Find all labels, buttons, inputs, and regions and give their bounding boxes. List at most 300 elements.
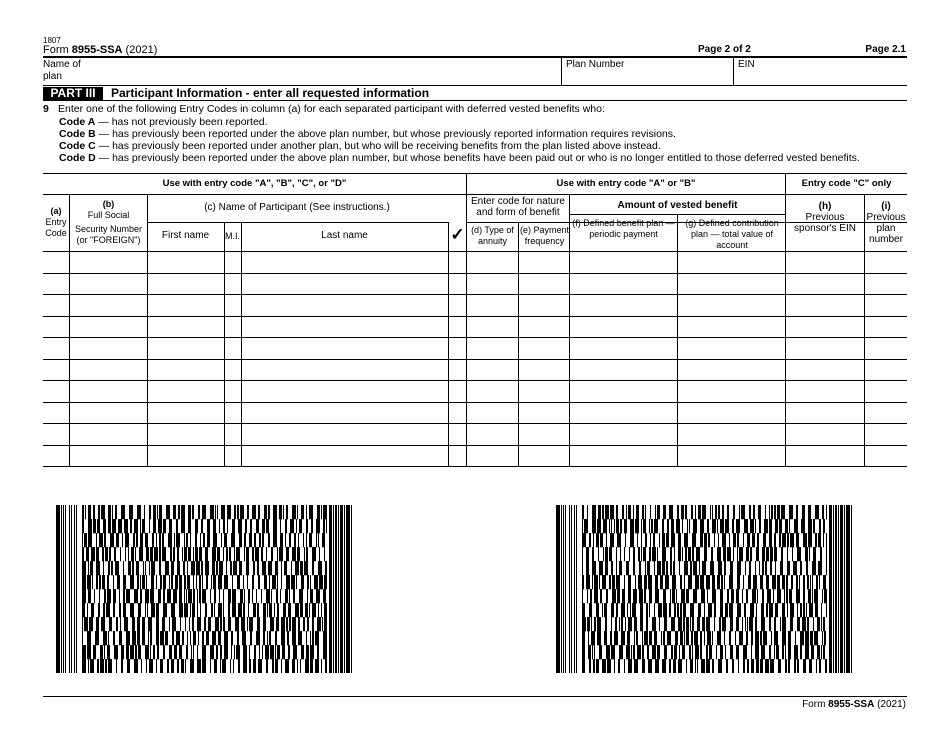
table-cell[interactable] (570, 295, 677, 316)
table-cell[interactable] (678, 360, 785, 381)
barcode-module (690, 561, 692, 575)
barcode-module (702, 617, 705, 631)
barcode-module (816, 575, 818, 589)
table-cell[interactable] (467, 338, 518, 359)
table-cell[interactable] (44, 381, 69, 402)
barcode-module (292, 631, 296, 645)
barcode-module (604, 631, 607, 645)
barcode-module (206, 631, 209, 645)
name-of-plan-field[interactable] (84, 58, 561, 84)
table-cell[interactable] (519, 274, 569, 295)
table-cell[interactable] (678, 274, 785, 295)
barcode-module (202, 575, 203, 589)
barcode-module (204, 617, 206, 631)
barcode-module (195, 533, 197, 547)
barcode-module (747, 617, 748, 631)
barcode-module (602, 659, 606, 673)
table-cell[interactable] (225, 360, 241, 381)
table-cell[interactable] (70, 446, 147, 467)
barcode-module (642, 505, 644, 519)
barcode-module (227, 505, 231, 519)
barcode-module (176, 533, 180, 547)
barcode-module (824, 631, 826, 645)
barcode-module (663, 603, 667, 617)
barcode-module (582, 519, 583, 533)
barcode-module (809, 547, 810, 561)
table-cell[interactable] (786, 381, 864, 402)
barcode-module (240, 589, 243, 603)
barcode-module (784, 589, 785, 603)
table-cell[interactable] (148, 295, 224, 316)
barcode-module (207, 533, 210, 547)
barcode-module (586, 575, 590, 589)
barcode-module (322, 617, 323, 631)
table-cell[interactable] (225, 446, 241, 467)
table-cell[interactable] (678, 381, 785, 402)
table-cell[interactable] (570, 338, 677, 359)
barcode-module (266, 659, 268, 673)
barcode-module (270, 645, 274, 659)
barcode-module (133, 533, 135, 547)
table-cell[interactable] (148, 446, 224, 467)
barcode-module (736, 617, 739, 631)
barcode-right (556, 505, 852, 673)
barcode-module (649, 547, 651, 561)
barcode-module (635, 575, 636, 589)
barcode-module (266, 519, 269, 533)
barcode-module (774, 631, 778, 645)
barcode-module (667, 519, 669, 533)
table-cell[interactable] (225, 381, 241, 402)
barcode-module (761, 603, 764, 617)
barcode-module (610, 631, 612, 645)
barcode-module (624, 575, 625, 589)
barcode-module (733, 547, 734, 561)
table-cell[interactable] (242, 381, 448, 402)
barcode-module (742, 617, 743, 631)
table-cell[interactable] (44, 317, 69, 338)
barcode-module (711, 547, 713, 561)
col-e-header: (e) Payment frequency (519, 225, 570, 246)
table-cell[interactable] (148, 360, 224, 381)
barcode-module (692, 645, 693, 659)
barcode-module (787, 561, 790, 575)
barcode-module (815, 505, 819, 519)
barcode-module (282, 645, 285, 659)
code-label: Code D (59, 152, 96, 164)
barcode-module (210, 589, 211, 603)
table-cell[interactable] (225, 424, 241, 445)
barcode-module (238, 659, 240, 673)
barcode-module (243, 603, 245, 617)
barcode-module (620, 519, 622, 533)
table-cell[interactable] (449, 381, 466, 402)
table-cell[interactable] (44, 274, 69, 295)
barcode-module (671, 617, 675, 631)
barcode-module (179, 575, 182, 589)
plan-number-field[interactable] (562, 70, 733, 84)
table-cell[interactable] (449, 295, 466, 316)
barcode-module (603, 519, 607, 533)
barcode-module (82, 575, 86, 589)
barcode-module (211, 603, 213, 617)
barcode-module (181, 519, 185, 533)
table-cell[interactable] (242, 317, 448, 338)
barcode-module (780, 617, 781, 631)
table-cell[interactable] (570, 381, 677, 402)
barcode-module (119, 589, 120, 603)
barcode-module (306, 519, 308, 533)
table-cell[interactable] (449, 274, 466, 295)
barcode-module (790, 603, 794, 617)
table-cell[interactable] (225, 317, 241, 338)
barcode-module (770, 561, 772, 575)
table-cell[interactable] (242, 338, 448, 359)
barcode-module (787, 533, 789, 547)
barcode-module (269, 631, 271, 645)
barcode-module (810, 575, 811, 589)
table-cell[interactable] (467, 424, 518, 445)
barcode-module (261, 547, 263, 561)
barcode-module (772, 575, 776, 589)
table-cell[interactable] (44, 252, 69, 273)
barcode-module (122, 533, 123, 547)
barcode-module (238, 603, 242, 617)
barcode-module (747, 533, 750, 547)
table-cell[interactable] (225, 274, 241, 295)
barcode-module (710, 561, 714, 575)
barcode-module (280, 519, 281, 533)
barcode-module (258, 659, 262, 673)
barcode-module (700, 631, 702, 645)
table-cell[interactable] (449, 403, 466, 424)
barcode-module (630, 603, 631, 617)
table-cell[interactable] (70, 403, 147, 424)
barcode-module (132, 631, 136, 645)
barcode-module (202, 645, 206, 659)
table-cell[interactable] (148, 252, 224, 273)
table-cell[interactable] (570, 360, 677, 381)
barcode-module (729, 631, 731, 645)
table-cell[interactable] (865, 446, 907, 467)
barcode-module (602, 603, 603, 617)
table-cell[interactable] (570, 317, 677, 338)
table-cell[interactable] (70, 274, 147, 295)
table-cell[interactable] (44, 424, 69, 445)
table-cell[interactable] (865, 424, 907, 445)
barcode-module (82, 561, 86, 575)
table-cell[interactable] (467, 360, 518, 381)
table-cell[interactable] (225, 295, 241, 316)
barcode-module (61, 505, 62, 673)
table-cell[interactable] (449, 252, 466, 273)
table-cell[interactable] (44, 446, 69, 467)
barcode-module (137, 575, 139, 589)
barcode-module (111, 561, 113, 575)
code-c-line (59, 140, 661, 152)
barcode-module (593, 659, 595, 673)
table-cell[interactable] (570, 274, 677, 295)
table-cell[interactable] (519, 446, 569, 467)
barcode-module (746, 631, 748, 645)
barcode-module (638, 575, 642, 589)
barcode-module (145, 645, 149, 659)
barcode-module (94, 589, 95, 603)
barcode-module (663, 505, 666, 519)
barcode-module (690, 603, 694, 617)
barcode-module (704, 547, 707, 561)
table-cell[interactable] (70, 295, 147, 316)
barcode-module (96, 617, 99, 631)
table-cell[interactable] (865, 403, 907, 424)
table-cell[interactable] (570, 424, 677, 445)
barcode-module (232, 519, 235, 533)
barcode-module (626, 505, 627, 519)
barcode-module (82, 547, 84, 561)
barcode-module (638, 547, 640, 561)
table-cell[interactable] (467, 317, 518, 338)
barcode-module (825, 659, 827, 673)
group-header-rule (43, 194, 907, 195)
barcode-module (829, 505, 832, 673)
barcode-module (249, 659, 251, 673)
table-cell[interactable] (786, 317, 864, 338)
barcode-module (148, 617, 152, 631)
table-cell[interactable] (678, 295, 785, 316)
table-cell[interactable] (467, 252, 518, 273)
barcode-module (188, 589, 192, 603)
barcode-module (247, 575, 248, 589)
barcode-module (647, 561, 650, 575)
barcode-module (113, 603, 115, 617)
table-cell[interactable] (467, 274, 518, 295)
table-cell[interactable] (678, 424, 785, 445)
barcode-module (96, 561, 100, 575)
table-cell[interactable] (865, 338, 907, 359)
barcode-module (666, 533, 669, 547)
barcode-module (708, 533, 710, 547)
table-cell[interactable] (519, 424, 569, 445)
barcode-module (655, 575, 658, 589)
table-cell[interactable] (519, 295, 569, 316)
barcode-module (189, 617, 190, 631)
barcode-module (654, 603, 655, 617)
table-cell[interactable] (467, 403, 518, 424)
barcode-module (594, 589, 598, 603)
table-cell[interactable] (865, 317, 907, 338)
barcode-module (696, 547, 700, 561)
barcode-module (157, 645, 159, 659)
barcode-module (96, 547, 99, 561)
barcode-module (293, 645, 297, 659)
table-row (43, 317, 907, 339)
barcode-module (806, 561, 808, 575)
barcode-module (826, 603, 827, 617)
table-cell[interactable] (225, 252, 241, 273)
table-cell[interactable] (678, 252, 785, 273)
barcode-module (593, 533, 594, 547)
barcode-module (121, 505, 125, 519)
barcode-module (621, 617, 623, 631)
table-cell[interactable] (242, 295, 448, 316)
barcode-module (720, 603, 723, 617)
barcode-module (706, 575, 710, 589)
table-cell[interactable] (786, 403, 864, 424)
barcode-module (261, 589, 262, 603)
form-number: 8955-SSA (71, 44, 123, 56)
table-cell[interactable] (519, 252, 569, 273)
barcode-module (201, 561, 203, 575)
table-cell[interactable] (225, 403, 241, 424)
barcode-module (800, 603, 802, 617)
table-cell[interactable] (467, 381, 518, 402)
barcode-module (561, 505, 562, 673)
table-cell[interactable] (242, 403, 448, 424)
barcode-module (185, 617, 186, 631)
table-cell[interactable] (70, 424, 147, 445)
table-cell[interactable] (449, 424, 466, 445)
barcode-module (706, 645, 708, 659)
barcode-module (153, 519, 156, 533)
table-cell[interactable] (242, 252, 448, 273)
table-cell[interactable] (786, 446, 864, 467)
barcode-module (760, 575, 763, 589)
barcode-module (682, 519, 683, 533)
table-cell[interactable] (148, 338, 224, 359)
table-cell[interactable] (570, 446, 677, 467)
barcode-module (727, 547, 731, 561)
code-text: — has previously been reported under the above plan number, but whose benefits have been paid out or who is no longer entitled to those deferred vested benefits. (95, 152, 860, 164)
table-cell[interactable] (786, 252, 864, 273)
barcode-module (149, 519, 150, 533)
table-cell[interactable] (519, 381, 569, 402)
table-cell[interactable] (70, 360, 147, 381)
table-cell[interactable] (519, 338, 569, 359)
barcode-module (338, 505, 339, 673)
barcode-module (629, 547, 630, 561)
barcode-module (803, 603, 805, 617)
barcode-module (695, 645, 699, 659)
barcode-module (814, 589, 818, 603)
barcode-module (252, 547, 254, 561)
barcode-module (712, 659, 714, 673)
table-cell[interactable] (70, 338, 147, 359)
barcode-module (796, 505, 798, 519)
table-cell[interactable] (148, 274, 224, 295)
barcode-module (153, 505, 156, 519)
table-cell[interactable] (786, 295, 864, 316)
barcode-module (181, 505, 185, 519)
table-cell[interactable] (44, 295, 69, 316)
table-cell[interactable] (449, 446, 466, 467)
table-cell[interactable] (678, 446, 785, 467)
table-cell[interactable] (786, 360, 864, 381)
table-cell[interactable] (678, 403, 785, 424)
barcode-module (756, 547, 759, 561)
table-cell[interactable] (148, 403, 224, 424)
table-cell[interactable] (148, 317, 224, 338)
table-cell[interactable] (70, 252, 147, 273)
table-cell[interactable] (44, 360, 69, 381)
barcode-module (645, 533, 647, 547)
barcode-module (674, 547, 675, 561)
barcode-module (127, 659, 130, 673)
table-cell[interactable] (467, 446, 518, 467)
table-cell[interactable] (70, 317, 147, 338)
table-cell[interactable] (570, 403, 677, 424)
barcode-module (755, 631, 759, 645)
table-cell[interactable] (865, 274, 907, 295)
barcode-module (263, 617, 266, 631)
barcode-module (267, 631, 268, 645)
barcode-module (781, 547, 783, 561)
barcode-module (791, 575, 793, 589)
table-cell[interactable] (225, 338, 241, 359)
footer-rule (43, 696, 907, 697)
table-cell[interactable] (678, 338, 785, 359)
barcode-module (222, 659, 226, 673)
table-cell[interactable] (449, 360, 466, 381)
table-cell[interactable] (70, 381, 147, 402)
barcode-module (258, 505, 260, 519)
barcode-module (640, 603, 643, 617)
table-cell[interactable] (242, 360, 448, 381)
table-cell[interactable] (467, 295, 518, 316)
table-cell[interactable] (865, 381, 907, 402)
barcode-module (699, 561, 700, 575)
barcode-module (219, 519, 220, 533)
barcode-module (264, 505, 267, 519)
table-cell[interactable] (678, 317, 785, 338)
table-cell[interactable] (786, 274, 864, 295)
barcode-module (323, 631, 327, 645)
table-cell[interactable] (44, 403, 69, 424)
barcode-module (803, 589, 805, 603)
table-cell[interactable] (865, 360, 907, 381)
table-cell[interactable] (865, 295, 907, 316)
barcode-module (91, 603, 94, 617)
barcode-module (812, 575, 813, 589)
barcode-module (235, 617, 239, 631)
table-cell[interactable] (786, 338, 864, 359)
barcode-module (611, 561, 613, 575)
barcode-module (556, 505, 560, 673)
barcode-module (717, 575, 720, 589)
barcode-module (664, 645, 667, 659)
table-cell[interactable] (786, 424, 864, 445)
table-cell[interactable] (519, 317, 569, 338)
table-cell[interactable] (865, 252, 907, 273)
table-cell[interactable] (148, 381, 224, 402)
table-cell[interactable] (148, 424, 224, 445)
table-cell[interactable] (519, 403, 569, 424)
table-cell[interactable] (519, 360, 569, 381)
table-cell[interactable] (449, 317, 466, 338)
table-cell[interactable] (449, 338, 466, 359)
table-cell[interactable] (44, 338, 69, 359)
table-cell[interactable] (242, 446, 448, 467)
barcode-module (750, 519, 754, 533)
barcode-module (587, 505, 588, 519)
table-cell[interactable] (242, 424, 448, 445)
barcode-module (176, 519, 178, 533)
code-text: — has previously been reported under another plan, but who will be receiving benefits from the plan listed above instead. (95, 140, 661, 152)
barcode-module (98, 505, 100, 519)
barcode-module (137, 505, 141, 519)
ein-field[interactable] (734, 70, 907, 84)
table-cell[interactable] (242, 274, 448, 295)
table-cell[interactable] (570, 252, 677, 273)
